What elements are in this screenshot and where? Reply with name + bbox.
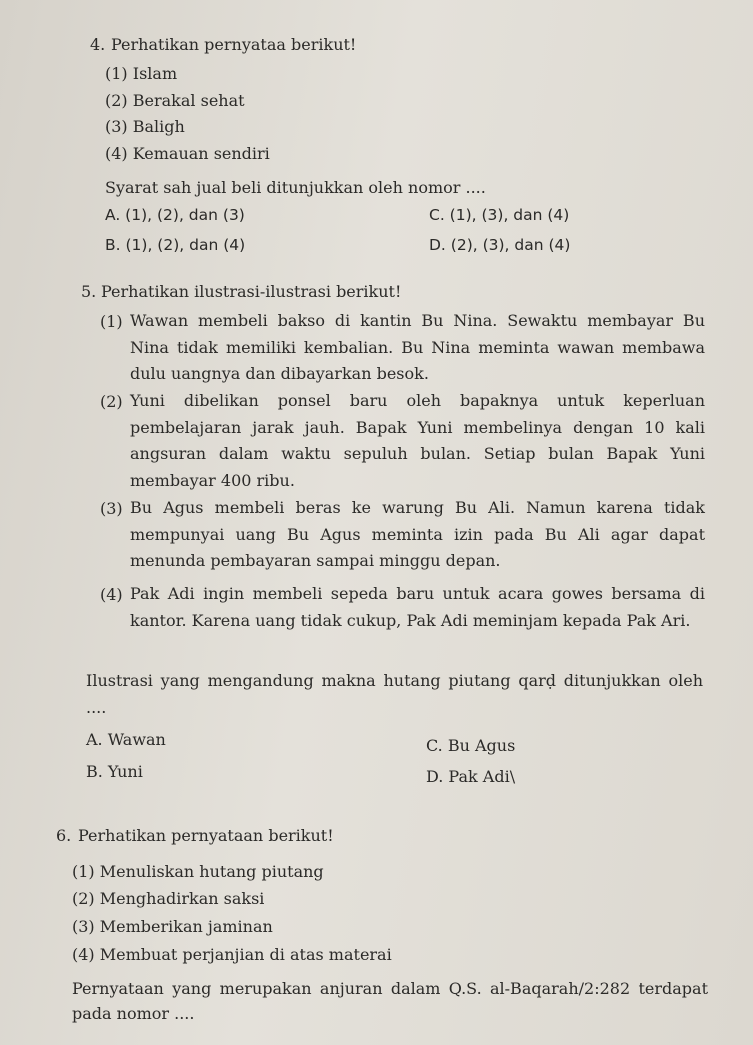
question-4-option-a[interactable]: A. (1), (2), dan (3) — [105, 206, 245, 224]
question-6-item-4: (4) Membuat perjanjian di atas materai — [72, 945, 392, 964]
question-5-prompt: Perhatikan ilustrasi-ilustrasi berikut! — [101, 282, 402, 301]
question-6-prompt: Perhatikan pernyataan berikut! — [78, 826, 334, 845]
question-4-item-1: (1) Islam — [105, 64, 178, 83]
question-5-number: 5. — [81, 282, 97, 301]
question-6-number: 6. — [56, 826, 72, 845]
question-5-stem: Ilustrasi yang mengandung makna hutang piutang qarḍ ditunjukkan oleh .... — [86, 671, 703, 717]
question-4-number: 4. — [90, 35, 106, 54]
question-4-stem: Syarat sah jual beli ditunjukkan oleh nomor .... — [105, 178, 486, 197]
question-4-option-c[interactable]: C. (1), (3), dan (4) — [429, 206, 570, 224]
question-5-item-2-text: Yuni dibelikan ponsel baru oleh bapaknya untuk keperluan pembelajaran jarak jauh. Bapak Yuni membelinya dengan 10 kali angsuran dalam waktu sepuluh bulan. Setiap bulan Bapak Yuni membayar 400 ribu. — [130, 391, 705, 490]
question-5-item-4-text: Pak Adi ingin membeli sepeda baru untuk acara gowes bersama di kantor. Karena uang tidak cukup, Pak Adi meminjam kepada Pak Ari. — [130, 584, 705, 630]
question-6-item-1: (1) Menuliskan hutang piutang — [72, 862, 324, 881]
question-4-item-3: (3) Baligh — [105, 117, 185, 136]
question-5-item-4-number: (4) — [100, 585, 123, 604]
question-4-item-4: (4) Kemauan sendiri — [105, 144, 270, 163]
question-6-stem: Pernyataan yang merupakan anjuran dalam Q.S. al-Baqarah/2:282 terdapat pada nomor .... — [72, 979, 708, 1023]
question-6-item-2: (2) Menghadirkan saksi — [72, 889, 265, 908]
question-5-item-2-number: (2) — [100, 392, 123, 411]
question-5-item-3-number: (3) — [100, 499, 123, 518]
question-4-option-b[interactable]: B. (1), (2), dan (4) — [105, 236, 246, 254]
question-6-item-3: (3) Memberikan jaminan — [72, 917, 273, 936]
question-4-option-d[interactable]: D. (2), (3), dan (4) — [429, 236, 571, 254]
question-5-option-a[interactable]: A. Wawan — [86, 730, 166, 749]
question-5-option-b[interactable]: B. Yuni — [86, 762, 143, 781]
question-4-item-2: (2) Berakal sehat — [105, 91, 245, 110]
question-5-option-c[interactable]: C. Bu Agus — [426, 736, 516, 755]
question-5-item-1-text: Wawan membeli bakso di kantin Bu Nina. Sewaktu membayar Bu Nina tidak memiliki kembalian. Bu Nina meminta wawan membawa dulu uangnya dan dibayarkan besok. — [130, 311, 705, 383]
question-5-item-3-text: Bu Agus membeli beras ke warung Bu Ali. Namun karena tidak mempunyai uang Bu Agus meminta izin pada Bu Ali agar dapat menunda pembayaran sampai minggu depan. — [130, 498, 705, 570]
question-5-item-1-number: (1) — [100, 312, 123, 331]
question-5-option-d[interactable]: D. Pak Adi\ — [426, 767, 516, 786]
question-4-prompt: Perhatikan pernyataa berikut! — [111, 35, 357, 54]
